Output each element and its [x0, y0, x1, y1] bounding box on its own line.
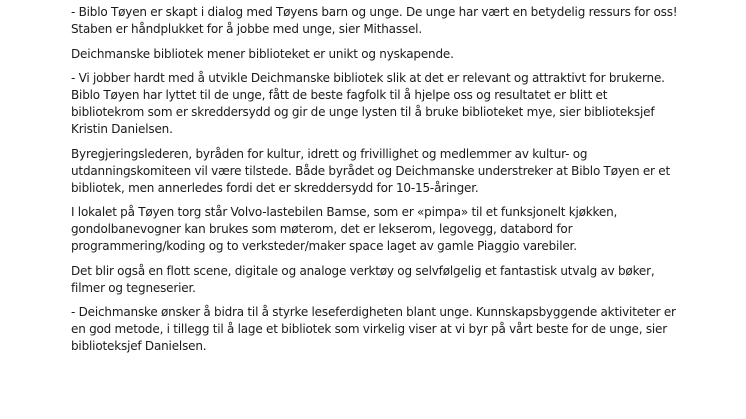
paragraph-quote-danielsen: - Vi jobber hardt med å utvikle Deichmanske bibliotek slik at det er relevant og attraktivt for brukerne. Biblo Tøyen har lyttet til de unge, fått de beste fagfolk til å hjelpe oss og resultatet er blitt et bibliotekrom som er skreddersydd og gir de unge lysten til å bruke biblioteket mye, sier biblioteksjef Kristin Danielsen.	[71, 71, 665, 136]
paragraph-premises: I lokalet på Tøyen torg står Volvo-lastebilen Bamse, som er «pimpa» til et funksjonelt kjøkken, gondolbanevogner kan brukes som møterom, det er lekserom, legovegg, databord for programmering/koding og to verksteder/maker space laget av gamle Piaggio varebiler.	[71, 205, 618, 253]
paragraph-library-unique: Deichmanske bibliotek mener biblioteket er unikt og nyskapende.	[71, 46, 454, 61]
document-body	[71, 4, 683, 363]
paragraph-reading-skills: - Deichmanske ønsker å bidra til å styrke leseferdigheten blant unge. Kunnskapsbyggende aktiviteter er en god metode, i tillegg til å lage et bibliotek som virkelig viser at vi byr på vårt beste for de unge, sier biblioteksjef Danielsen.	[71, 305, 676, 353]
paragraph-attendees: Byregjeringslederen, byråden for kultur, idrett og frivillighet og medlemmer av kultur- og utdanningskomiteen vil være tilstede. Både byrådet og Deichmanske understreker at Biblo Tøyen er et bibliotek, men annerledes fordi det er skreddersydd for 10-15-åringer.	[71, 146, 670, 195]
paragraph-scene-tools: Det blir også en flott scene, digitale og analoge verktøy og selvfølgelig et fantastisk utvalg av bøker, filmer og tegneserier.	[71, 263, 655, 295]
paragraph-quote-mithassel: - Biblo Tøyen er skapt i dialog med Tøyens barn og unge. De unge har vært en betydelig ressurs for oss! Staben er håndplukket for å jobbe med unge, sier Mithassel.	[71, 5, 678, 36]
